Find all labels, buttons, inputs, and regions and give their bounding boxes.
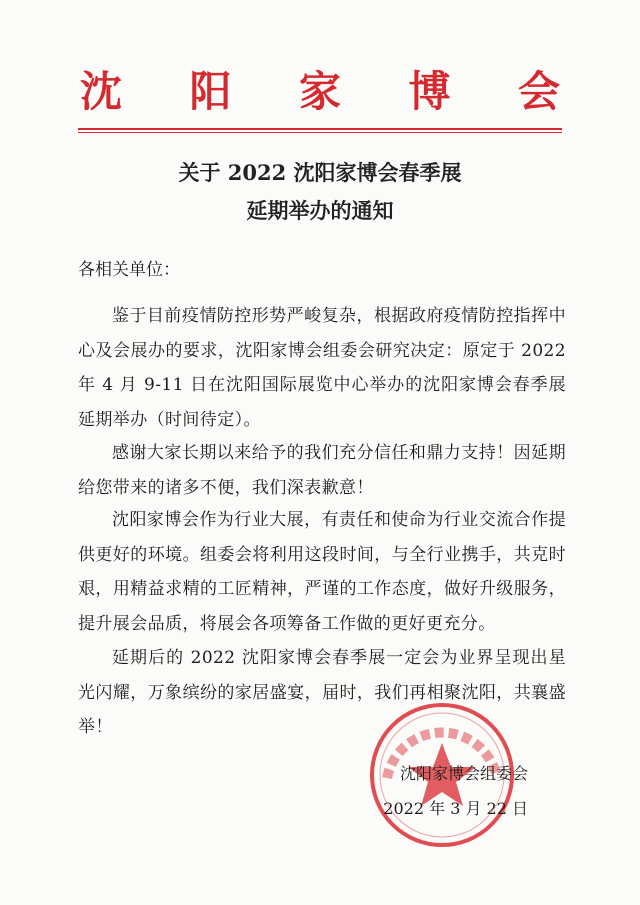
body-paragraph: 鉴于目前疫情防控形势严峻复杂，根据政府疫情防控指挥中心及会展办的要求，沈阳家博会组委会研究决定：原定于 2022 年 4 月 9-11 日在沈阳国际展览中心举办的沈阳家博会春季展延期举办（时间待定）。 [78,306,566,430]
body-paragraph: 感谢大家长期以来给予的我们充分信任和鼎力支持！因延期给您带来的诸多不便，我们深表歉意！ [78,443,566,498]
letterhead-char: 博 [408,67,451,116]
body-paragraph: 沈阳家博会作为行业大展，有责任和使命为行业交流合作提供更好的环境。组委会将利用这段时间，与全行业携手，共克时艰，用精益求精的工匠精神，严谨的工作态度，做好升级服务，提升展会品质，将展会各项筹备工作做的更好更充分。 [78,510,566,634]
letterhead-char: 会 [517,67,560,116]
letterhead-divider-thin [78,132,562,133]
letterhead [80,64,560,120]
body-paragraph: 延期后的 2022 沈阳家博会春季展一定会为业界呈现出星光闪耀，万象缤纷的家居盛宴，届时，我们再相聚沈阳，共襄盛举！ [78,648,566,737]
letterhead-divider [78,128,562,130]
signature-date: 2022 年 3 月 22 日 [383,799,528,818]
letterhead-char: 沈 [80,67,123,116]
notice-title-line1: 关于 2022 沈阳家博会春季展 [178,160,462,185]
signature-organization: 沈阳家博会组委会 [399,764,528,783]
letterhead-char: 家 [298,67,341,116]
letterhead-char: 阳 [189,67,232,116]
notice-title-line2: 延期举办的通知 [246,198,394,223]
salutation: 各相关单位： [78,260,180,280]
